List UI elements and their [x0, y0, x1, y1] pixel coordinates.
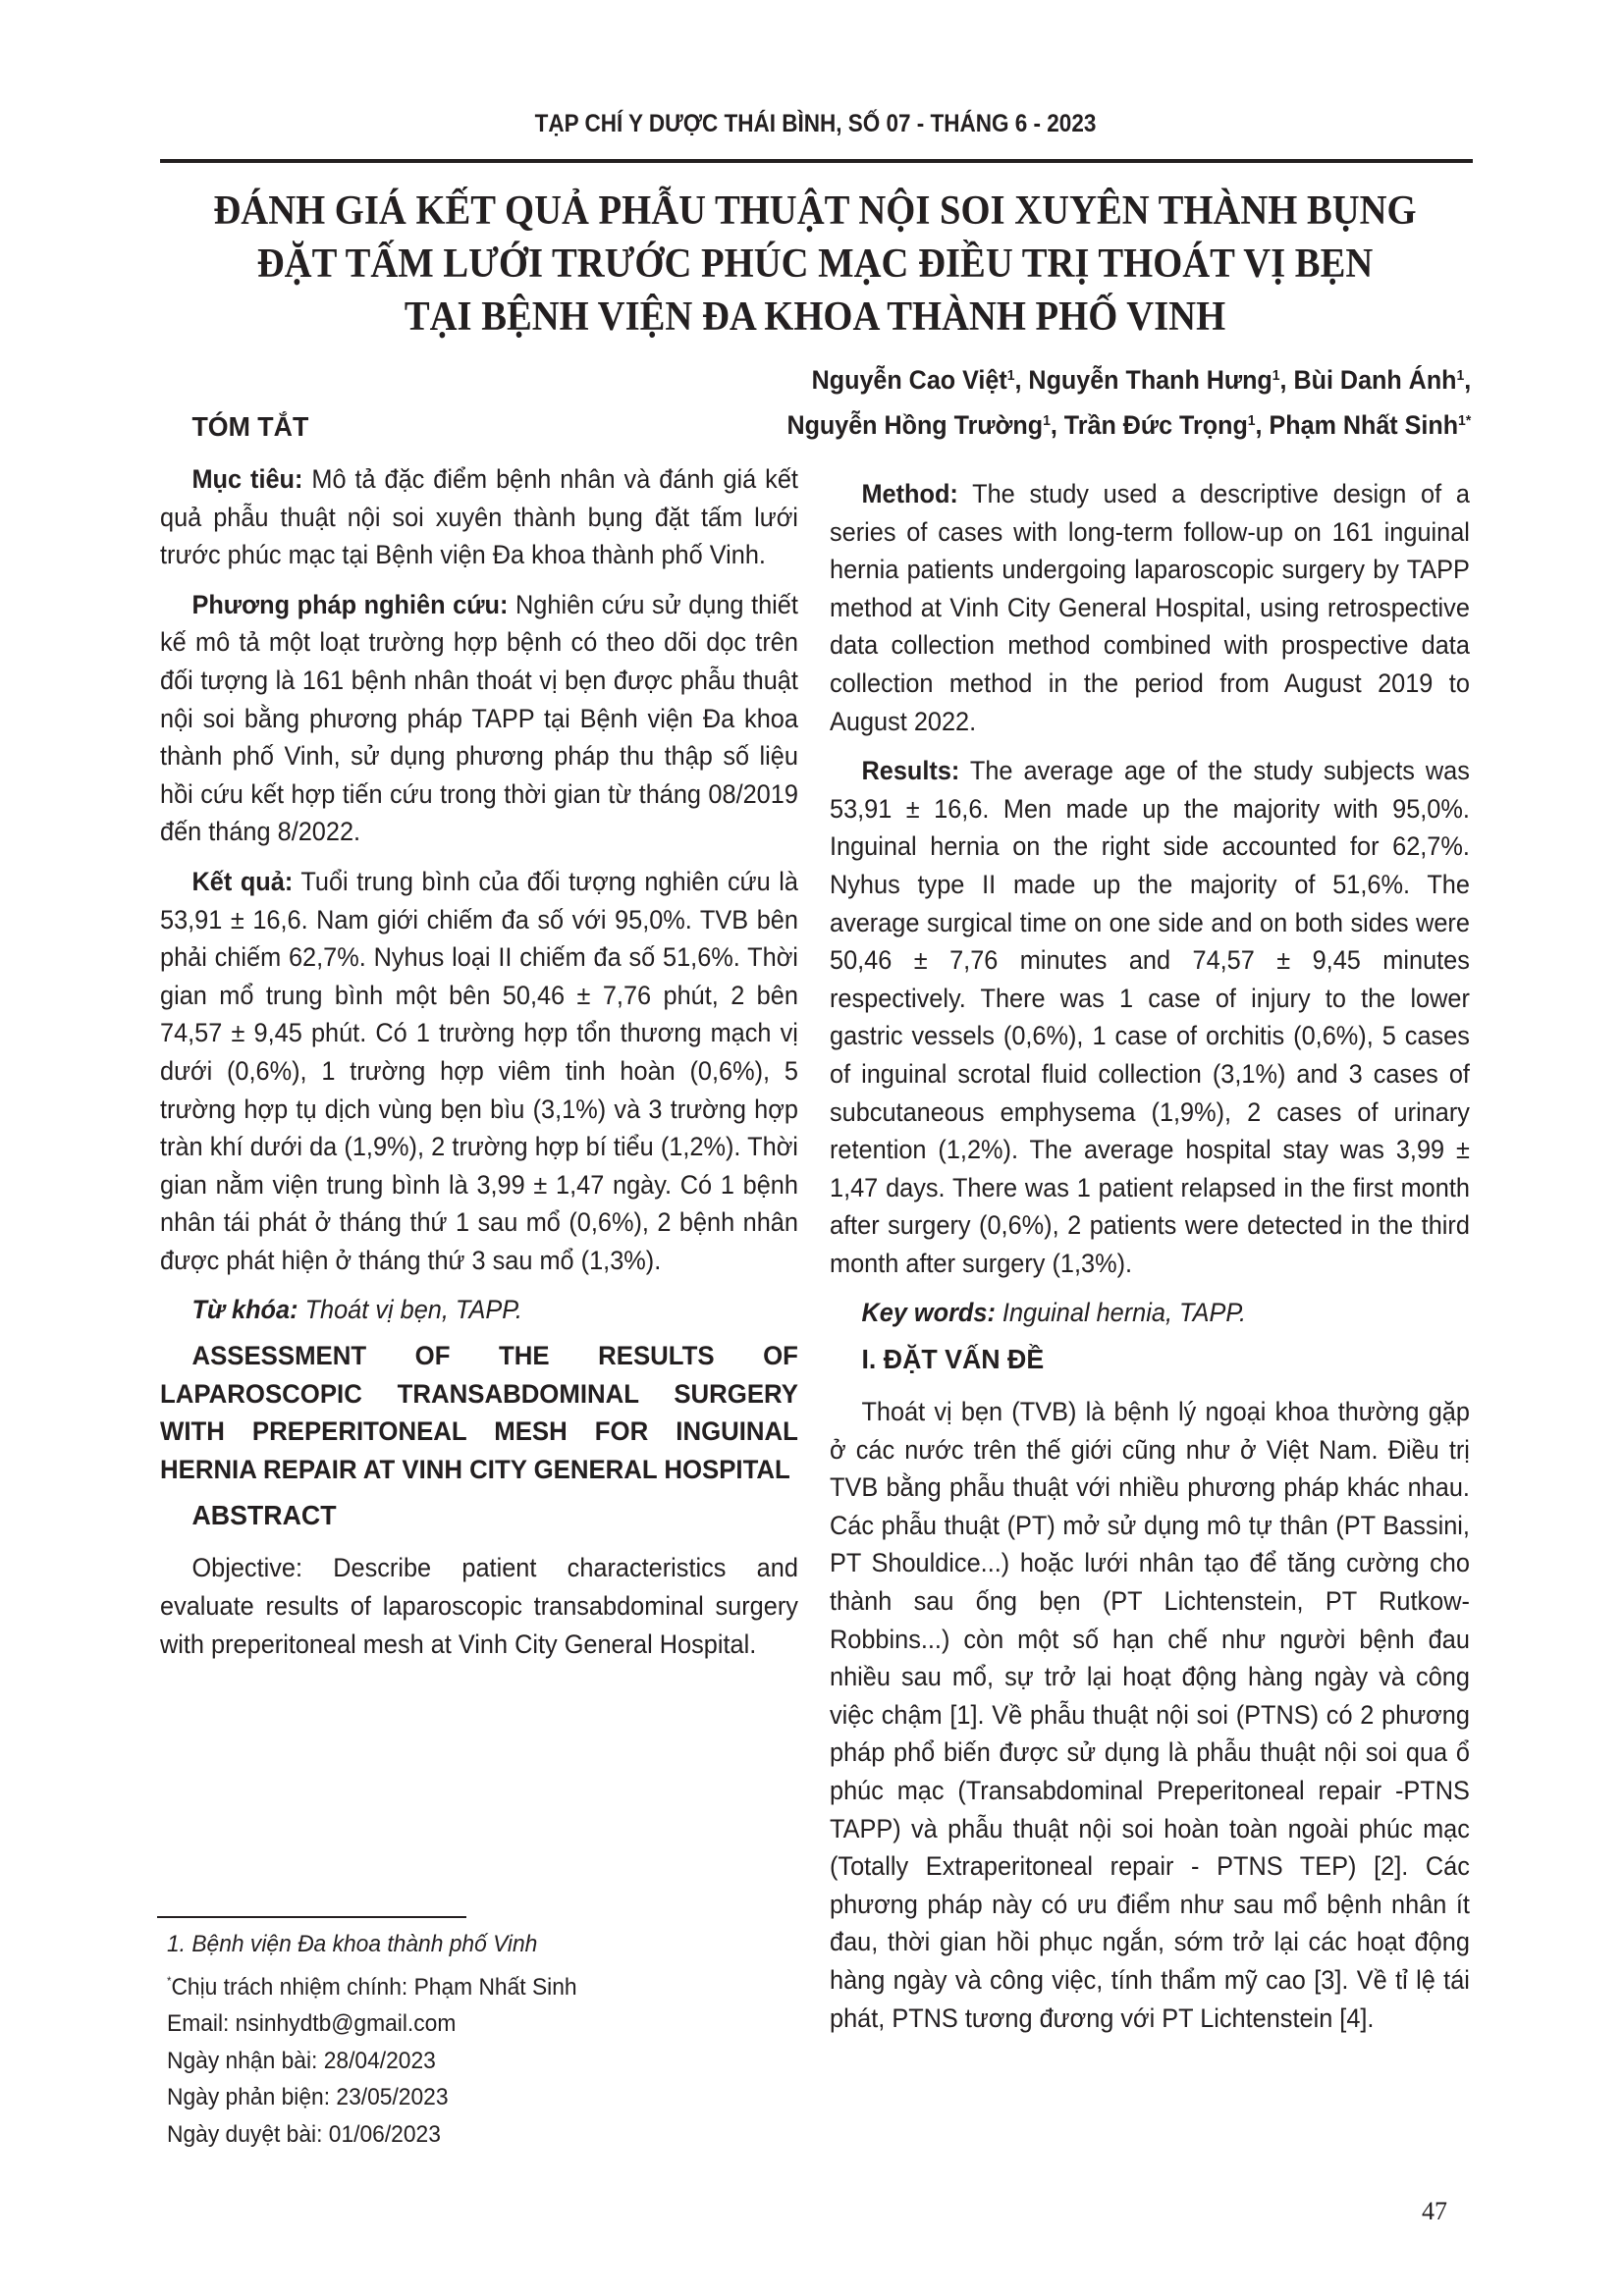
left-column-content: [160, 407, 798, 1663]
author-name: Nguyễn Cao Việt: [811, 365, 1007, 395]
author-separator: ,: [1279, 365, 1294, 395]
author-name: Bùi Danh Ánh: [1293, 365, 1457, 395]
left-column: [160, 407, 798, 1663]
author-separator: ,: [1014, 365, 1029, 395]
introduction-heading: I. ĐẶT VẤN ĐỀ: [861, 1344, 1045, 1375]
en-method-paragraph: [830, 475, 1470, 740]
vi-objective-paragraph: [160, 460, 798, 574]
article-title: [157, 185, 1473, 344]
vi-results-paragraph: [160, 863, 798, 1280]
corresponding-mark: *: [167, 1973, 172, 1988]
title-line: ĐẶT TẤM LƯỚI TRƯỚC PHÚC MẠC ĐIỀU TRỊ THOÁT VỊ BẸN: [256, 241, 1374, 287]
author-affiliation-mark: 1: [1042, 412, 1051, 429]
author-name: Nguyễn Hồng Trường: [786, 410, 1043, 440]
en-keywords-label: Key words:: [861, 1298, 996, 1328]
vi-method-label: Phương pháp nghiên cứu:: [191, 589, 509, 619]
author-name: Trần Đức Trọng: [1063, 410, 1248, 440]
vi-keywords-text: Thoát vị bẹn, TAPP.: [298, 1295, 522, 1325]
footnote-received-date: Ngày nhận bài: 28/04/2023: [167, 2047, 436, 2074]
vi-abstract-heading: TÓM TẮT: [191, 411, 309, 442]
en-method-label: Method:: [861, 479, 958, 508]
en-results-label: Results:: [861, 756, 960, 786]
vi-objective-label: Mục tiêu:: [191, 464, 303, 494]
footnote-reviewed-date: Ngày phản biện: 23/05/2023: [167, 2084, 449, 2110]
author-separator: ,: [1464, 365, 1471, 395]
author-separator: ,: [1050, 410, 1064, 440]
author-affiliation-mark: 1: [1006, 367, 1015, 384]
author-list: [735, 355, 1471, 446]
vi-results-text: Tuổi trung bình của đối tượng nghiên cứu là 53,91 ± 16,6. Nam giới chiếm đa số với 95,0%. TVB bên phải chiếm 62,7%. Nyhus loại II chiếm đa số 51,6%. Thời gian mổ trung bình một bên 50,46 ± 7,76 phút, 2 bên 74,57 ± 9,45 phút. Có 1 trường hợp tổn thương mạch vị dưới (0,6%), 1 trường hợp viêm tinh hoàn (0,6%), 5 trường hợp tụ dịch vùng bẹn bìu (3,1%) và 3 trường hợp tràn khí dưới da (1,9%), 2 trường hợp bí tiểu (1,2%). Thời gian nằm viện trung bình là 3,99 ± 1,47 ngày. Có 1 bệnh nhân tái phát ở tháng thứ 1 sau mổ (0,6%), 2 bệnh nhân được phát hiện ở tháng thứ 3 sau mổ (1,3%).: [160, 866, 798, 1275]
author-affiliation-mark: 1: [1247, 412, 1256, 429]
vi-results-label: Kết quả:: [191, 866, 294, 896]
en-keywords-paragraph: [830, 1294, 1470, 1332]
title-line: ĐÁNH GIÁ KẾT QUẢ PHẪU THUẬT NỘI SOI XUYÊN THÀNH BỤNG: [213, 188, 1417, 234]
en-results-text: The average age of the study subjects was 53,91 ± 16,6. Men made up the majority with 95,0%. Inguinal hernia on the right side accounted for 62,7%. Nyhus type II made up the majority of 51,6%. The average surgical time on one side and on both sides were 50,46 ± 7,76 minutes and 74,57 ± 9,45 minutes respectively. There was 1 case of injury to the lower gastric vessels (0,6%), 1 case of orchitis (0,6%), 5 cases of inguinal scrotal fluid collection (3,1%) and 3 cases of subcutaneous emphysema (1,9%), 2 cases of urinary retention (1,2%). The average hospital stay was 3,99 ± 1,47 days. There was 1 patient relapsed in the first month after surgery (0,6%), 2 patients were detected in the third month after surgery (1,3%).: [830, 756, 1470, 1278]
author-affiliation-mark: 1: [1272, 367, 1280, 384]
vi-keywords-paragraph: [160, 1291, 798, 1329]
vi-objective-text: Mô tả đặc điểm bệnh nhân và đánh giá kết quả phẫu thuật nội soi xuyên thành bụng đặt tấm lưới trước phúc mạc tại Bệnh viện Đa khoa thành phố Vinh.: [160, 464, 798, 570]
header-rule: [160, 159, 1473, 163]
right-column: [830, 475, 1470, 2037]
author-name: Nguyễn Thanh Hưng: [1028, 365, 1272, 395]
author-affiliation-mark: 1: [1456, 367, 1465, 384]
title-line: TẠI BỆNH VIỆN ĐA KHOA THÀNH PHỐ VINH: [404, 294, 1226, 340]
author-name: Phạm Nhất Sinh: [1269, 410, 1458, 440]
footnote-affiliation: 1. Bệnh viện Đa khoa thành phố Vinh: [167, 1931, 538, 1957]
en-abstract-heading: ABSTRACT: [191, 1500, 337, 1531]
running-head: TẠP CHÍ Y DƯỢC THÁI BÌNH, SỐ 07 - THÁNG 6 - 2023: [534, 110, 1097, 137]
vi-method-paragraph: [160, 586, 798, 851]
right-column-content: [830, 475, 1470, 2037]
en-keywords-text: Inguinal hernia, TAPP.: [995, 1298, 1247, 1328]
vi-keywords-label: Từ khóa:: [191, 1295, 298, 1325]
author-separator: ,: [1255, 410, 1270, 440]
footnote-accepted-date: Ngày duyệt bài: 01/06/2023: [167, 2120, 441, 2148]
en-method-text: The study used a descriptive design of a series of cases with long-term follow-up on 161 inguinal hernia patients undergoing laparoscopic surgery by TAPP method at Vinh City General Hospital, using retrospective data collection method combined with prospective data collection method in the period from August 2019 to August 2022.: [830, 479, 1470, 736]
en-objective-paragraph: Objective: Describe patient characteristics and evaluate results of laparoscopic transabdominal surgery with preperitoneal mesh at Vinh City General Hospital.: [160, 1553, 798, 1659]
author-line: [786, 355, 1471, 400]
page-number: 47: [1422, 2197, 1447, 2225]
vi-method-text: Nghiên cứu sử dụng thiết kế mô tả một loạt trường hợp bệnh có theo dõi dọc trên đối tượng là 161 bệnh nhân thoát vị bẹn được phẫu thuật nội soi bằng phương pháp TAPP tại Bệnh viện Đa khoa thành phố Vinh, sử dụng phương pháp thu thập số liệu hồi cứu kết hợp tiến cứu trong thời gian từ tháng 08/2019 đến tháng 8/2022.: [160, 589, 798, 847]
en-results-paragraph: [830, 752, 1470, 1282]
introduction-paragraph: Thoát vị bẹn (TVB) là bệnh lý ngoại khoa thường gặp ở các nước trên thế giới cũng như ở Việt Nam. Điều trị TVB bằng phẫu thuật với nhiều phương pháp khác nhau. Các phẫu thuật (PT) mở sử dụng mô tự thân (PT Bassini, PT Shouldice...) hoặc lưới nhân tạo để tăng cường cho thành sau ống bẹn (PT Lichtenstein, PT Rutkow- Robbins...) còn một số hạn chế như người bệnh đau nhiều sau mổ, sự trở lại hoạt động hàng ngày và công việc chậm [1]. Về phẫu thuật nội soi (PTNS) có 2 phương pháp phổ biến được sử dụng là phẫu thuật nội soi qua ổ phúc mạc (Transabdominal Preperitoneal repair -PTNS TAPP) và phẫu thuật nội soi hoàn toàn ngoài phúc mạc (Totally Extraperitoneal repair - PTNS TEP) [2]. Các phương pháp này có ưu điểm như sau mổ bệnh nhân ít đau, thời gian hồi phục ngắn, sớm trở lại các hoạt động hàng ngày và công việc, tính thẩm mỹ cao [3]. Về tỉ lệ tái phát, PTNS tương đương với PT Lichtenstein [4].: [830, 1397, 1470, 2033]
author-line: [786, 400, 1471, 446]
footnote-corresponding-line: [167, 1963, 577, 2006]
footnotes: [167, 1926, 599, 2153]
author-affiliation-mark: 1*: [1457, 412, 1471, 429]
footnote-rule: [157, 1916, 466, 1918]
english-title: ASSESSMENT OF THE RESULTS OF LAPAROSCOPIC TRANSABDOMINAL SURGERY WITH PREPERITONEAL MESH FOR INGUINAL HERNIA REPAIR AT VINH CITY GENERAL HOSPITAL: [160, 1341, 798, 1484]
footnote-corresponding: Chịu trách nhiệm chính: Phạm Nhất Sinh: [171, 1973, 577, 2001]
footnote-email: Email: nsinhydtb@gmail.com: [167, 2010, 457, 2037]
